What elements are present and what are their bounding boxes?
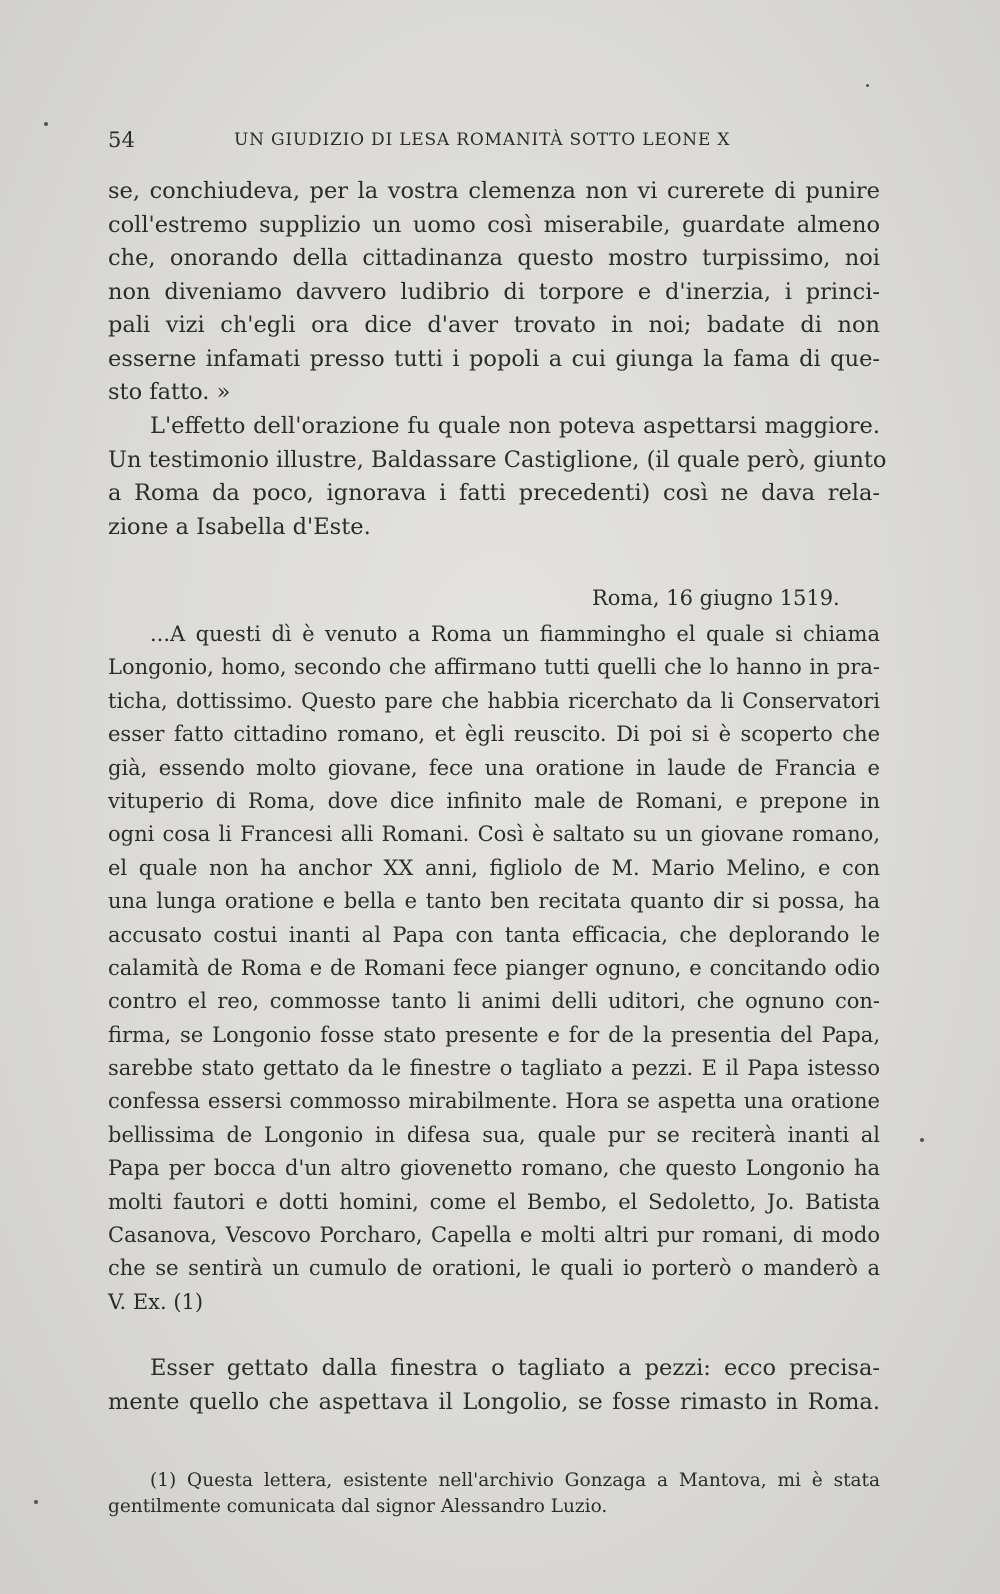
letter-line: ...A questi dì è venuto a Roma un fiammingho el quale si chiama — [150, 622, 880, 646]
text-line: Esser gettato dalla finestra o tagliato a pezzi: ecco precisa- — [150, 1355, 880, 1381]
paragraph-3 — [108, 1352, 880, 1419]
letter-line: ogni cosa li Francesi alli Romani. Così è saltato su un giovane romano, — [108, 822, 880, 847]
ink-speck — [34, 1500, 38, 1504]
text-line: coll'estremo supplizio un uomo così miserabile, guardate almeno — [108, 211, 880, 238]
footnote-line: gentilmente comunicata dal signor Alessandro Luzio. — [108, 1496, 608, 1517]
running-title: UN GIUDIZIO DI LESA ROMANITÀ SOTTO LEONE X — [234, 130, 731, 150]
letter-line: calamità de Roma e de Romani fece pianger ognuno, e concitando odio — [108, 955, 880, 980]
letter-line: già, essendo molto giovane, fece una oratione in laude de Francia e — [108, 755, 880, 780]
letter-line: bellissima de Longonio in difesa sua, quale pur se reciterà inanti al — [108, 1122, 880, 1147]
letter-line: contro el reo, commosse tanto li animi delli uditori, che ognuno con- — [108, 989, 880, 1014]
letter-line: Longonio, homo, secondo che affirmano tutti quelli che lo hanno in pra- — [108, 655, 880, 680]
letter-line: Casanova, Vescovo Porcharo, Capella e molti altri pur romani, di modo — [108, 1223, 880, 1248]
letter-line: firma, se Longonio fosse stato presente e for de la presentia del Papa, — [108, 1022, 880, 1047]
letter-line: che se sentirà un cumulo de orationi, le quali io porterò o manderò a — [108, 1256, 880, 1281]
page-number: 54 — [108, 128, 136, 152]
text-line: esserne infamati presso tutti i popoli a cui giunga la fama di que- — [108, 345, 880, 372]
text-line: che, onorando della cittadinanza questo mostro turpissimo, noi — [108, 245, 880, 271]
letter-line: V. Ex. (1) — [108, 1289, 204, 1314]
text-line: sto fatto. » — [108, 379, 231, 405]
letter-line: Papa per bocca d'un altro giovenetto romano, che questo Longonio ha — [108, 1156, 880, 1181]
letter-line: confessa essersi commosso mirabilmente. Hora se aspetta una oratione — [108, 1089, 880, 1114]
letter-line: una lunga oratione e bella e tanto ben recitata quanto dir si possa, ha — [108, 889, 880, 914]
footnote-line: (1) Questa lettera, esistente nell'archivio Gonzaga a Mantova, mi è stata — [150, 1470, 880, 1491]
letter-line: esser fatto cittadino romano, et ègli reuscito. Di poi si è scoperto che — [108, 722, 880, 747]
text-line: a Roma da poco, ignorava i fatti precedenti) così ne dava rela- — [108, 480, 880, 506]
letter-date: Roma, 16 giugno 1519. — [592, 586, 840, 610]
letter-line: el quale non ha anchor XX anni, figliolo de M. Mario Melino, e con — [108, 855, 880, 880]
ink-speck — [920, 1138, 924, 1142]
text-line: pali vizi ch'egli ora dice d'aver trovato in noi; badate di non — [108, 312, 880, 338]
letter-line: molti fautori e dotti homini, come el Bembo, el Sedoletto, Jo. Batista — [108, 1189, 880, 1214]
text-line: mente quello che aspettava il Longolio, se fosse rimasto in Roma. — [108, 1388, 880, 1415]
ink-speck — [44, 122, 48, 126]
letter-line: vituperio di Roma, dove dice infinito male de Romani, e prepone in — [108, 788, 880, 813]
paragraph-1 — [108, 175, 880, 410]
text-line: L'effetto dell'orazione fu quale non poteva aspettarsi maggiore. — [150, 413, 880, 439]
text-line: Un testimonio illustre, Baldassare Castiglione, (il quale però, giunto — [108, 446, 887, 473]
letter-line: accusato costui inanti al Papa con tanta efficacia, che deplorando le — [108, 922, 880, 947]
text-line: non diveniamo davvero ludibrio di torpore e d'inerzia, i princi- — [108, 278, 880, 305]
letter-line: ticha, dottissimo. Questo pare che habbia ricerchato da li Conservatori — [108, 688, 880, 713]
letter-line: sarebbe stato gettato da le finestre o tagliato a pezzi. E il Papa istesso — [108, 1056, 880, 1081]
paragraph-2 — [108, 410, 887, 544]
footnote — [108, 1468, 880, 1520]
running-head — [108, 128, 878, 152]
text-line: zione a Isabella d'Este. — [108, 513, 371, 540]
text-line: se, conchiudeva, per la vostra clemenza non vi curerete di punire — [108, 178, 880, 204]
letter-text — [108, 618, 880, 1319]
ink-speck — [866, 84, 869, 87]
